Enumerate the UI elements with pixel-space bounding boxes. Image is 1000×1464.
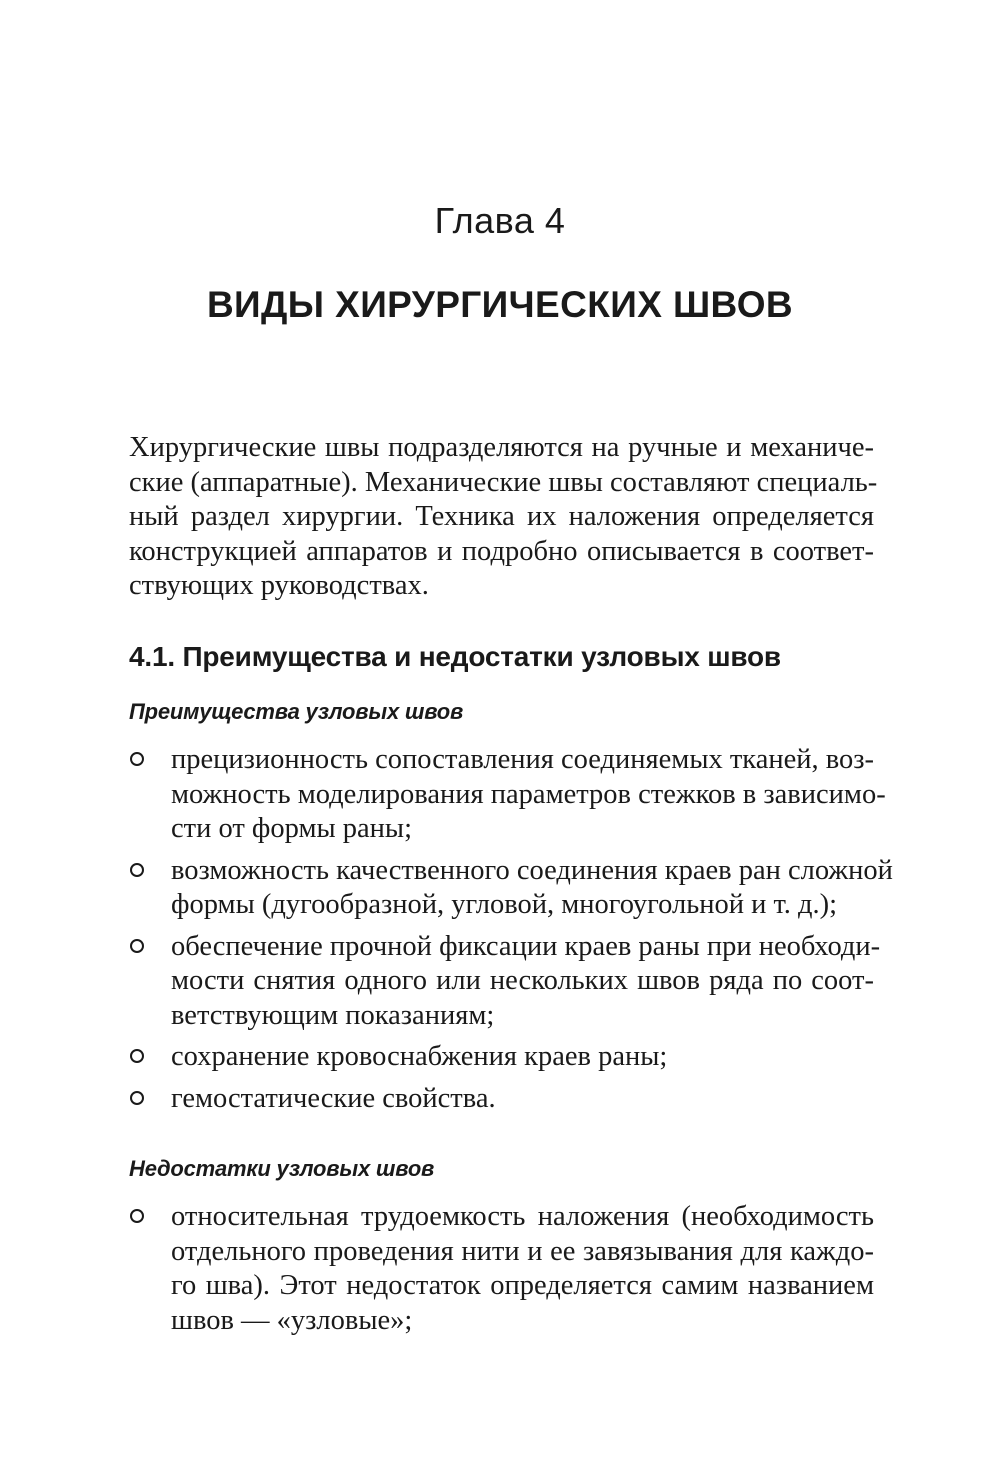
intro-line: ствующих руководствах. [129,570,429,601]
item-line: го шва). Этот недостаток определяется самим названием [171,1270,874,1301]
intro-line: конструкцией аппаратов и подробно описывается в соответ- [129,535,874,567]
item-line: сохранение кровоснабжения краев раны; [171,1041,668,1072]
disadvantages-heading: Недостатки узловых швов [129,1156,435,1181]
intro-line: ный раздел хирургии. Техника их наложения определяется [129,501,874,532]
item-line: отдельного проведения нити и ее завязывания для каждо- [171,1235,874,1267]
circle-bullet-icon [130,752,144,766]
list-item [129,854,893,923]
list-item [129,1082,874,1117]
list-item [129,743,886,847]
item-line: швов — «узловые»; [171,1304,413,1336]
item-line: мости снятия одного или нескольких швов ряда по соот- [171,965,874,996]
section-heading: 4.1. Преимущества и недостатки узловых швов [129,641,781,672]
chapter-title: ВИДЫ ХИРУРГИЧЕСКИХ ШВОВ [206,284,794,325]
list-item [129,930,881,1034]
circle-bullet-icon [130,939,144,953]
advantages-heading: Преимущества узловых швов [129,699,464,724]
circle-bullet-icon [130,1091,144,1105]
item-line: обеспечение прочной фиксации краев раны при необходи- [171,930,881,962]
item-line: формы (дугообразной, угловой, многоугольной и т. д.); [171,889,838,920]
intro-paragraph [129,431,878,604]
circle-bullet-icon [130,863,144,877]
item-line: можность моделирования параметров стежков в зависимо- [171,778,886,810]
item-line: ветствующим показаниям; [171,999,495,1031]
circle-bullet-icon [130,1049,144,1063]
list-item [129,1200,874,1338]
item-line: возможность качественного соединения краев ран сложной [171,854,893,886]
intro-line: Хирургические швы подразделяются на ручные и механиче- [129,432,874,463]
item-line: гемостатические свойства. [171,1082,496,1114]
disadvantages-list [129,1200,874,1345]
chapter-label: Глава 4 [434,200,566,241]
item-line: относительная трудоемкость наложения (необходимость [171,1201,874,1232]
item-line: сти от формы раны; [171,813,412,844]
circle-bullet-icon [130,1209,144,1223]
advantages-list [129,743,893,1123]
list-item [129,1040,874,1075]
intro-line: ские (аппаратные). Механические швы составляют специаль- [129,466,878,498]
item-line: прецизионность сопоставления соединяемых тканей, воз- [171,744,875,775]
